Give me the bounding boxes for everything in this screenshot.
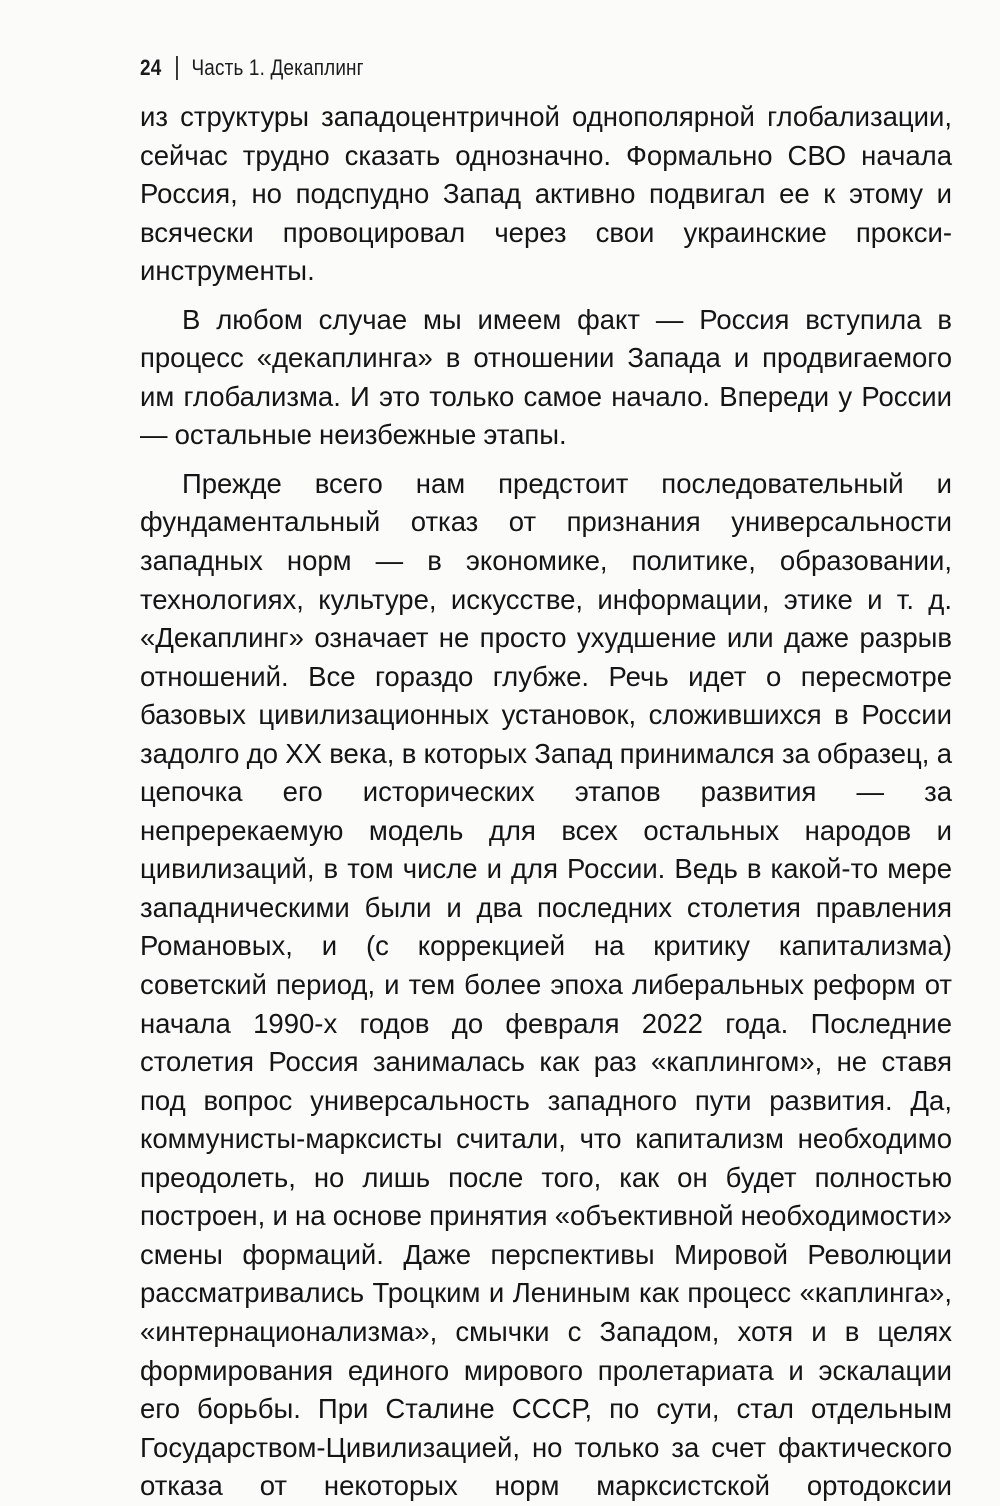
running-header xyxy=(140,50,364,86)
paragraph-rejection-of-western-norms: Прежде всего нам предстоит последовательный и фундаментальный отказ от признания универсальности западных норм — в экономике, политике, образовании, технологиях, культуре, искусстве, информации, этике и т. д. «Декаплинг» означает не просто ухудшение или даже разрыв отношений. Все гораздо глубже. Речь идет о пересмотре базовых цивилизационных установок, сложившихся в России задолго до XX века, в которых Запад принимался за образец, а цепочка его исторических этапов развития — за непререкаемую модель для всех остальных народов и цивилизаций, в том числе и для России. Ведь в какой-то мере западническими были и два последних столетия правления Романовых, и (с коррекцией на критику капитализма) советский период, и тем более эпоха либеральных реформ от начала 1990-х годов до февраля 2022 года. Последние столетия Россия занималась как раз «каплингом», не ставя под вопрос универсальность западного пути развития. Да, коммунисты-марксисты считали, что капитализм необходимо преодолеть, но лишь после того, как он будет полностью построен, и на основе принятия «объективной необходимости» смены формаций. Даже перспективы Мировой Революции рассматривались Троцким и Лениным как процесс «каплинга», «интернационализма», смычки с Западом, хотя и в целях формирования единого мирового пролетариата и эскалации его борьбы. При Сталине СССР, по сути, стал отдельным Государством-Цивилизацией, но только за счет фактического отказа от некоторых норм марксистской ортодоксии xyxy=(140,467,952,1502)
page-number: 24 xyxy=(140,55,162,80)
paragraph-decoupling-fact: В любом случае мы имеем факт — Россия вступила в процесс «декаплинга» в отношении Запада и продвигаемого им глобализма. И это только самое начало. Впереди у России — остальные неизбежные этапы. xyxy=(140,303,952,451)
paragraph-continued: из структуры западоцентричной однополярной глобализации, сейчас трудно сказать однозначно. Формально СВО начала Россия, но подспудно Запад активно подвигал ее к этому и всячески провоцировал через свои украинские прокси-инструменты. xyxy=(140,101,952,287)
header-divider xyxy=(176,56,178,80)
chapter-title: Часть 1. Декаплинг xyxy=(191,55,364,80)
text-body xyxy=(140,98,952,1506)
